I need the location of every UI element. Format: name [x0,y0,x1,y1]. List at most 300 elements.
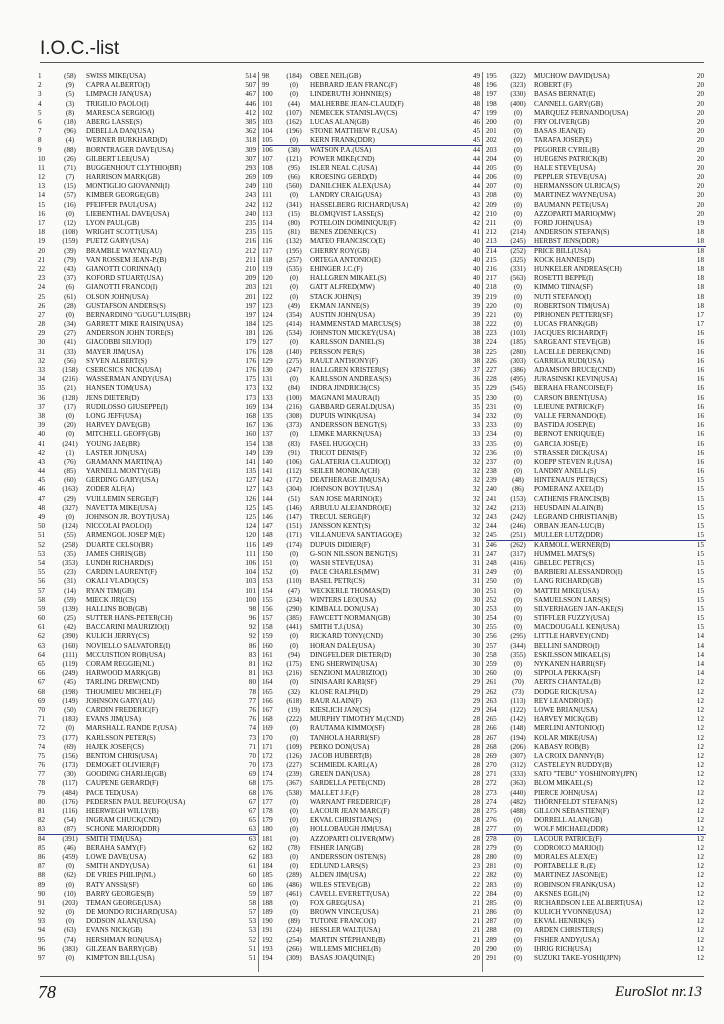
previous-rank: (0) [289,568,299,577]
ranking-row [38,283,258,292]
driver-name: WILLEMS MICHEL(B) [310,944,381,953]
driver-name: MALLET J.F.(F) [310,788,359,797]
ranking-row [262,256,482,265]
points: 209 [245,274,256,283]
points: 16 [696,384,704,393]
ranking-row [38,825,258,834]
driver-name: ARDEN CHRISTER(S) [534,926,604,935]
driver-name: HASSELBERG RICHARD(USA) [310,200,409,209]
points: 12 [696,761,704,770]
driver-name: HANSEN TOM(USA) [86,384,151,393]
ranking-row [486,173,706,182]
driver-name: LINDERUTH JOHNNIE(S) [310,90,391,99]
points: 44 [472,154,480,163]
ranking-row [38,513,258,522]
points: 124 [245,522,256,531]
points: 36 [472,375,480,384]
driver-name: GILLON SÉBASTIEN(F) [534,807,610,815]
rank: 28 [38,320,46,329]
previous-rank: (0) [513,604,523,613]
rank: 272 [486,779,497,788]
ranking-row [486,715,706,724]
ranking-row [262,724,482,733]
driver-name: TRIGILIO PAOLO(I) [86,99,149,108]
previous-rank: (245) [510,237,526,246]
driver-name: MARQUEZ FERNANDO(USA) [534,108,629,117]
rank: 168 [262,715,273,724]
driver-name: RATY ANSSI(SF) [86,880,139,889]
driver-name: DORRELL ALAN(GB) [534,816,603,825]
ranking-row [38,430,258,439]
ranking-row [38,90,258,99]
previous-rank: (60) [64,476,76,485]
ranking-row [38,256,258,265]
driver-name: HALLINS BOB(GB) [86,604,148,613]
driver-name: LEMKE MARKN(USA) [310,430,382,439]
points: 20 [696,145,704,154]
driver-name: KLOSE RALPH(D) [310,687,368,696]
previous-rank: (0) [65,310,75,319]
previous-rank: (224) [286,926,302,935]
points: 12 [696,678,704,687]
previous-rank: (26) [64,154,76,163]
points: 73 [248,733,256,742]
rank: 282 [486,871,497,880]
driver-name: GILZEAN BARRY(GB) [86,944,158,953]
ranking-column-3 [482,72,706,972]
rank: 223 [486,329,497,338]
rank: 243 [486,513,497,521]
previous-rank: (91) [288,448,300,457]
points: 100 [245,595,256,604]
points: 175 [245,375,256,384]
previous-rank: (76) [64,457,76,466]
points: 12 [696,898,704,907]
previous-rank: (486) [286,880,302,889]
points: 35 [472,393,480,402]
driver-name: SARGEANT STEVE(GB) [534,338,611,347]
points: 240 [245,209,256,218]
previous-rank: (367) [286,779,302,788]
previous-rank: (132) [286,237,302,246]
rank: 114 [262,219,273,227]
ranking-row [38,596,258,605]
driver-name: VALLE FERNANDO(E) [534,411,606,420]
points: 201 [245,292,256,301]
driver-name: PEPPLER STEVE(USA) [534,173,607,182]
rank: 15 [38,200,46,209]
ranking-row [38,642,258,651]
ranking-row [262,164,482,173]
points: 111 [245,549,256,558]
points: 203 [245,283,256,292]
rank: 179 [262,816,273,825]
rank: 215 [486,255,497,264]
driver-name: EHINGER J.C.(F) [310,264,363,273]
previous-rank: (126) [286,751,302,760]
previous-rank: (108) [62,228,78,237]
driver-name: TARAFA JOSEP(E) [534,136,592,145]
previous-rank: (0) [513,173,523,182]
driver-name: EKVAL CHRISTIAN(S) [310,816,382,825]
driver-name: ABERG LASSE(S) [86,117,143,126]
previous-rank: (174) [286,540,302,549]
previous-rank: (0) [513,145,523,154]
rank: 65 [38,660,46,668]
driver-name: OKALI VLADO(CS) [86,577,148,586]
rank: 16 [38,209,46,218]
points: 16 [696,393,704,402]
ranking-row [38,779,258,788]
ranking-row [486,642,706,651]
rank: 23 [38,274,46,283]
rank: 199 [486,108,497,117]
previous-rank: (110) [286,577,302,586]
driver-name: AZZOPARTI OLIVER(MW) [310,834,394,843]
previous-rank: (383) [62,944,78,953]
previous-rank: (323) [510,81,526,90]
ranking-row [262,320,482,329]
rank: 211 [486,219,497,227]
driver-name: JAMES CHRIS(GB) [86,549,146,558]
ranking-row [38,734,258,743]
rank: 29 [38,329,46,338]
points: 31 [472,568,480,577]
previous-rank: (34) [64,320,76,329]
points: 15 [696,485,704,494]
rank: 230 [486,393,497,402]
rank: 201 [486,127,497,136]
driver-name: KARMOLL WERNER(D) [534,540,611,549]
previous-rank: (122) [510,705,526,714]
driver-name: LYON PAUL(GB) [86,219,140,227]
driver-name: DE VRIES PHILIP(NL) [86,871,156,880]
points: 29 [472,696,480,705]
previous-rank: (29) [64,494,76,503]
rank: 119 [262,264,273,273]
previous-rank: (330) [510,90,526,99]
points: 12 [696,889,704,898]
points: 40 [472,274,480,283]
rank: 154 [262,586,273,595]
rank: 149 [262,540,273,549]
rank: 289 [486,935,497,944]
driver-name: JOHNSON BOYT(USA) [310,485,383,494]
ranking-row [486,917,706,926]
rank: 174 [262,770,273,779]
points: 28 [472,761,480,770]
previous-rank: (56) [64,356,76,365]
driver-name: PERKO DON(USA) [310,742,370,751]
points: 28 [472,733,480,742]
ranking-row [38,559,258,568]
previous-rank: (488) [510,807,526,815]
rank: 127 [262,338,273,347]
ranking-row [262,531,482,540]
driver-name: IHRIG RICH(USA) [534,944,592,953]
ranking-row [486,587,706,596]
previous-rank: (95) [288,163,300,172]
rank: 288 [486,926,497,935]
previous-rank: (0) [65,430,75,439]
points: 49 [472,72,480,80]
ranking-row [38,394,258,403]
ranking-row [38,228,258,237]
points: 92 [248,632,256,641]
rank: 81 [38,807,46,815]
driver-name: CHERRY ROY(GB) [310,246,370,255]
previous-rank: (0) [65,209,75,218]
rank: 171 [262,742,273,751]
previous-rank: (44) [288,99,300,108]
previous-rank: (30) [64,770,76,779]
ranking-row [262,899,482,908]
ranking-row [486,136,706,145]
previous-rank: (35) [64,549,76,558]
rank: 161 [262,650,273,659]
driver-name: LITTLE HARVEY(CND) [534,632,609,641]
ranking-row [262,191,482,200]
previous-rank: (69) [64,742,76,751]
rank: 287 [486,917,497,926]
points: 12 [696,715,704,724]
points: 101 [245,586,256,595]
points: 20 [696,108,704,117]
points: 28 [472,724,480,733]
rank: 177 [262,797,273,806]
ranking-row [38,724,258,733]
previous-rank: (173) [62,761,78,770]
rank: 126 [262,329,273,338]
points: 60 [248,871,256,880]
points: 154 [245,439,256,448]
points: 48 [472,90,480,99]
driver-name: HOLLOBAUGH JIM(USA) [310,825,392,834]
ranking-row [262,504,482,513]
points: 16 [696,421,704,430]
ranking-row [262,81,482,90]
driver-name: AZZOPARTI MARIO(MW) [534,209,616,218]
driver-name: BERAHA SAMY(F) [86,843,146,852]
previous-rank: (0) [513,283,523,292]
rank: 1 [38,72,42,80]
rank: 251 [486,586,497,595]
ranking-row [38,476,258,485]
points: 16 [696,375,704,384]
rank: 121 [262,283,273,292]
rank: 204 [486,154,497,163]
driver-name: ALDEN JIM(USA) [310,871,367,880]
driver-name: JACQUES RICHARD(F) [534,329,608,338]
driver-name: SARDELLA PETE(CND) [310,779,386,788]
points: 12 [696,742,704,751]
driver-name: LOWE DAVE(USA) [86,852,146,861]
points: 28 [472,807,480,815]
points: 12 [696,807,704,815]
points: 103 [245,577,256,586]
points: 46 [472,117,480,126]
points: 385 [245,117,256,126]
points: 53 [248,926,256,935]
points: 176 [245,366,256,374]
rank: 252 [486,595,497,604]
points: 32 [472,448,480,457]
ranking-row [38,485,258,494]
driver-name: SAMUELSSON LARS(S) [534,595,610,604]
driver-name: SUTTER HANS-PETER(CH) [86,614,173,623]
driver-name: YARNELL MONTY(GB) [86,467,161,476]
previous-rank: (9) [65,81,75,90]
rank: 241 [486,494,497,503]
ranking-row [262,669,482,678]
points: 15 [696,494,704,503]
rank: 198 [486,99,497,108]
rank: 175 [262,779,273,788]
ranking-row [262,734,482,743]
ranking-row [38,100,258,109]
rank: 142 [262,476,273,485]
ranking-row [262,779,482,788]
ranking-row [262,522,482,531]
driver-name: GIACOBBI SILVIO(I) [86,338,152,347]
ranking-row [486,384,706,393]
points: 28 [472,715,480,724]
previous-rank: (27) [64,329,76,338]
rank: 143 [262,485,273,494]
previous-rank: (461) [286,889,302,898]
rank: 234 [486,430,497,439]
points: 467 [245,90,256,99]
previous-rank: (100) [286,393,302,402]
previous-rank: (0) [513,880,523,889]
ranking-row [38,403,258,412]
rank: 278 [486,834,497,843]
ranking-row [262,146,482,155]
points: 184 [245,320,256,329]
driver-name: DODSON ALAN(USA) [86,917,156,926]
previous-rank: (103) [510,329,526,338]
rank: 58 [38,595,46,604]
ranking-row [486,191,706,200]
points: 16 [696,366,704,374]
points: 74 [248,724,256,733]
points: 34 [472,411,480,420]
ranking-row [262,568,482,577]
ranking-row [262,587,482,596]
points: 211 [245,255,256,264]
ranking-row [38,752,258,761]
driver-name: MERLINI ANTONIO(I) [534,724,605,733]
points: 68 [248,779,256,788]
rank: 249 [486,568,497,577]
points: 28 [472,797,480,806]
previous-rank: (0) [513,862,523,871]
rank: 89 [38,880,46,889]
ranking-row [262,954,482,963]
rank: 210 [486,209,497,218]
driver-name: ORBAN JEAN-LUC(B) [534,522,604,531]
points: 81 [248,660,256,668]
previous-rank: (4) [65,136,75,145]
ranking-row [262,283,482,292]
previous-rank: (0) [513,669,523,678]
rank: 45 [38,476,46,485]
driver-name: HARRISON MARK(GB) [86,173,160,182]
ranking-row [38,605,258,614]
ranking-row [262,118,482,127]
rank: 220 [486,301,497,310]
ranking-row [262,697,482,706]
rank: 69 [38,696,46,705]
ranking-row [262,761,482,770]
ranking-row [486,632,706,641]
ranking-row [486,302,706,311]
points: 71 [248,742,256,751]
previous-rank: (0) [513,889,523,898]
rank: 152 [262,568,273,577]
points: 42 [472,219,480,227]
driver-name: VAN ROSSEM JEAN-P.(B) [86,255,167,264]
driver-name: NEMECEK STANISLAV(CS) [310,108,398,117]
rank: 120 [262,274,273,283]
driver-name: HORAN DALE(USA) [310,641,375,650]
ranking-row [486,651,706,660]
rank: 123 [262,301,273,310]
points: 28 [472,770,480,779]
points: 61 [248,862,256,871]
previous-rank: (71) [64,163,76,172]
ranking-row [262,219,482,228]
rank: 176 [262,788,273,797]
ranking-row [262,182,482,191]
rank: 275 [486,807,497,815]
rank: 173 [262,761,273,770]
previous-rank: (354) [286,310,302,319]
points: 20 [472,944,480,953]
points: 52 [248,935,256,944]
rank: 26 [38,301,46,310]
points: 15 [696,531,704,540]
rank: 206 [486,173,497,182]
previous-rank: (0) [289,898,299,907]
rank: 116 [262,237,273,246]
ranking-row [486,669,706,678]
previous-rank: (74) [64,935,76,944]
ranking-row [486,678,706,687]
rank: 283 [486,880,497,889]
driver-name: MURPHY TIMOTHY M.(CND) [310,715,404,724]
driver-name: MALHERBE JEAN-CLAUD(F) [310,99,404,108]
rank: 4 [38,99,42,108]
points: 20 [696,163,704,172]
driver-name: BELLINI SANDRO(I) [534,641,600,650]
driver-name: LEJEUNE PATRICK(F) [534,402,604,411]
points: 30 [472,669,480,678]
ranking-row [486,467,706,476]
driver-name: PEDERSEN PAUL BEUFO(USA) [86,797,186,806]
ranking-row [262,476,482,485]
previous-rank: (414) [286,320,302,329]
points: 45 [472,127,480,136]
points: 12 [696,751,704,760]
rank: 125 [262,320,273,329]
rank: 159 [262,632,273,641]
driver-name: ANDERSON STEFAN(S) [534,228,610,237]
driver-name: GARRETT MIKE RAISIN(USA) [86,320,183,329]
ranking-row [262,945,482,954]
ranking-row [38,293,258,302]
points: 127 [245,485,256,494]
